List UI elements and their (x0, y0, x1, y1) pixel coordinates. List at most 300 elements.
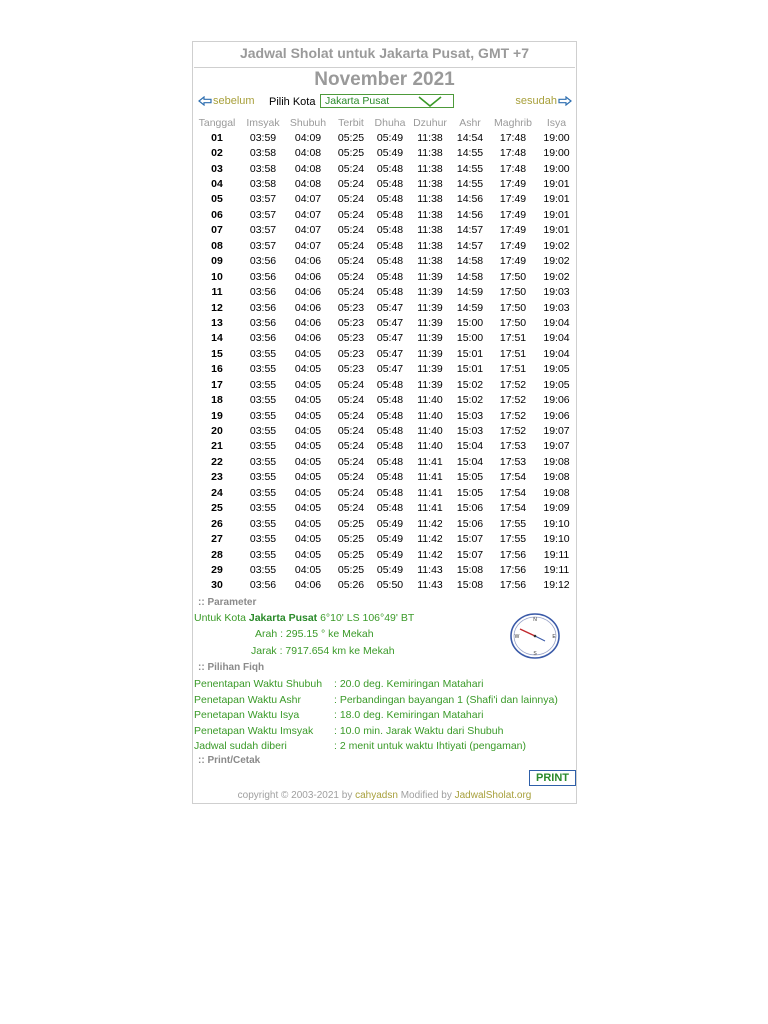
time-cell: 04:05 (294, 347, 322, 360)
time-cell: 04:05 (294, 440, 322, 453)
time-cell: 19:01 (543, 193, 570, 206)
time-cell: 05:24 (337, 378, 365, 391)
time-cell: 19:05 (543, 363, 570, 376)
time-cell: 11:40 (417, 425, 443, 438)
table-row (193, 300, 576, 315)
time-cell: 03:55 (249, 425, 277, 438)
column-header: Maghrib (494, 116, 532, 129)
time-cell: 14:56 (456, 193, 484, 206)
time-cell: 05:25 (337, 147, 365, 160)
time-cell: 05:23 (337, 301, 365, 314)
city-select-value: Jakarta Pusat (325, 95, 390, 107)
time-cell: 11:42 (417, 548, 443, 561)
time-cell: 17:49 (499, 239, 527, 252)
time-cell: 11:41 (417, 471, 443, 484)
date-cell: 23 (211, 471, 223, 484)
time-cell: 11:42 (417, 533, 443, 546)
copyright-text: copyright © 2003-2021 by (237, 790, 353, 801)
time-cell: 11:38 (417, 208, 443, 221)
time-cell: 19:02 (543, 239, 570, 252)
time-cell: 05:24 (337, 178, 365, 191)
time-cell: 03:57 (249, 239, 277, 252)
time-cell: 04:08 (294, 147, 322, 160)
fiqh-option-key: Penetapan Waktu Imsyak (194, 724, 314, 737)
time-cell: 15:04 (456, 455, 484, 468)
time-cell: 17:48 (499, 147, 527, 160)
time-cell: 17:55 (499, 517, 527, 530)
time-cell: 05:48 (376, 224, 404, 237)
time-cell: 14:55 (456, 162, 484, 175)
time-cell: 03:55 (249, 440, 277, 453)
table-row (193, 207, 576, 222)
time-cell: 05:24 (337, 193, 365, 206)
table-row (193, 454, 576, 469)
fiqh-option-key: Penentapan Waktu Shubuh (194, 678, 323, 690)
time-cell: 05:25 (337, 563, 365, 576)
date-cell: 14 (211, 332, 223, 345)
time-cell: 03:55 (249, 471, 277, 484)
date-cell: 04 (211, 178, 223, 191)
time-cell: 14:57 (456, 239, 484, 252)
time-cell: 15:07 (456, 533, 484, 546)
column-header: Terbit (338, 116, 364, 129)
date-cell: 30 (211, 579, 223, 592)
time-cell: 05:48 (376, 409, 404, 422)
time-cell: 11:43 (417, 579, 443, 592)
arrow-left-icon (198, 96, 212, 106)
date-cell: 11 (211, 286, 223, 299)
time-cell: 05:48 (376, 486, 404, 499)
time-cell: 11:39 (417, 286, 443, 299)
table-row (193, 547, 576, 562)
time-cell: 05:24 (337, 486, 365, 499)
time-cell: 17:52 (499, 425, 527, 438)
svg-text:N: N (533, 617, 537, 623)
fiqh-option-value: : 18.0 deg. Kemiringan Matahari (334, 709, 484, 721)
date-cell: 03 (211, 162, 223, 175)
time-cell: 17:51 (499, 332, 527, 345)
time-cell: 19:01 (543, 178, 570, 191)
time-cell: 05:24 (337, 471, 365, 484)
time-cell: 11:39 (417, 363, 443, 376)
time-cell: 05:24 (337, 270, 365, 283)
table-row (193, 362, 576, 377)
table-row (193, 408, 576, 423)
column-header: Ashr (459, 116, 481, 129)
time-cell: 17:52 (499, 409, 527, 422)
time-cell: 11:39 (417, 270, 443, 283)
time-cell: 17:49 (499, 224, 527, 237)
time-cell: 05:48 (376, 502, 404, 515)
time-cell: 11:38 (417, 147, 443, 160)
qibla-compass-icon (509, 612, 561, 660)
time-cell: 14:55 (456, 178, 484, 191)
time-cell: 11:40 (417, 394, 443, 407)
time-cell: 05:24 (337, 255, 365, 268)
time-cell: 05:24 (337, 286, 365, 299)
time-cell: 05:49 (376, 517, 404, 530)
time-cell: 19:08 (543, 486, 570, 499)
date-cell: 26 (211, 517, 223, 530)
time-cell: 04:05 (294, 471, 322, 484)
time-cell: 17:50 (499, 286, 527, 299)
time-cell: 17:53 (499, 440, 527, 453)
table-row (193, 130, 576, 145)
time-cell: 03:57 (249, 208, 277, 221)
time-cell: 15:08 (456, 563, 484, 576)
arrow-right-icon (558, 96, 572, 106)
site-link[interactable]: JadwalSholat.org (454, 790, 532, 801)
city-prefix: Untuk Kota (194, 612, 246, 624)
city-name: Jakarta Pusat (248, 612, 318, 624)
time-cell: 03:58 (249, 147, 277, 160)
prev-month-label: sebelum (213, 95, 255, 107)
time-cell: 14:59 (456, 286, 484, 299)
table-row (193, 501, 576, 516)
time-cell: 04:05 (294, 363, 322, 376)
date-cell: 02 (211, 147, 223, 160)
time-cell: 04:05 (294, 502, 322, 515)
column-header: Imsyak (246, 116, 280, 129)
time-cell: 11:39 (417, 301, 443, 314)
time-cell: 14:56 (456, 208, 484, 221)
column-header: Tanggal (198, 116, 236, 129)
table-header-row (193, 115, 576, 130)
time-cell: 04:06 (294, 301, 322, 314)
date-cell: 16 (211, 363, 223, 376)
time-cell: 19:08 (543, 471, 570, 484)
time-cell: 14:58 (456, 270, 484, 283)
time-cell: 04:06 (294, 579, 322, 592)
date-cell: 28 (211, 548, 223, 561)
table-row (193, 192, 576, 207)
table-row (193, 254, 576, 269)
time-cell: 19:08 (543, 455, 570, 468)
time-cell: 17:52 (499, 378, 527, 391)
time-cell: 05:23 (337, 332, 365, 345)
date-cell: 21 (211, 440, 223, 453)
date-cell: 22 (211, 455, 223, 468)
time-cell: 17:53 (499, 455, 527, 468)
time-cell: 03:55 (249, 502, 277, 515)
time-cell: 11:41 (417, 486, 443, 499)
navigation-row (193, 95, 576, 111)
month-title: November 2021 (314, 69, 455, 90)
time-cell: 19:00 (543, 162, 570, 175)
time-cell: 17:52 (499, 394, 527, 407)
time-cell: 14:55 (456, 147, 484, 160)
modified-text: Modified by (400, 790, 452, 801)
time-cell: 03:55 (249, 533, 277, 546)
time-cell: 05:25 (337, 131, 365, 144)
table-row (193, 578, 576, 593)
time-cell: 19:10 (543, 517, 570, 530)
date-cell: 27 (211, 533, 223, 546)
time-cell: 15:05 (456, 471, 484, 484)
time-cell: 05:47 (376, 347, 404, 360)
date-cell: 29 (211, 563, 223, 576)
time-cell: 15:02 (456, 394, 484, 407)
schedule-panel (192, 41, 577, 804)
time-cell: 19:00 (543, 147, 570, 160)
svg-text:S: S (533, 651, 537, 657)
date-cell: 17 (211, 378, 223, 391)
table-row (193, 485, 576, 500)
time-cell: 05:23 (337, 363, 365, 376)
time-cell: 19:02 (543, 270, 570, 283)
time-cell: 03:55 (249, 486, 277, 499)
time-cell: 05:24 (337, 208, 365, 221)
time-cell: 19:02 (543, 255, 570, 268)
svg-text:E: E (552, 634, 556, 640)
table-row (193, 392, 576, 407)
table-row (193, 531, 576, 546)
time-cell: 04:07 (294, 193, 322, 206)
column-header: Isya (546, 116, 567, 129)
time-cell: 04:06 (294, 255, 322, 268)
time-cell: 17:48 (499, 162, 527, 175)
time-cell: 03:55 (249, 409, 277, 422)
time-cell: 03:56 (249, 301, 277, 314)
time-cell: 14:58 (456, 255, 484, 268)
time-cell: 04:05 (294, 409, 322, 422)
time-cell: 17:55 (499, 533, 527, 546)
time-cell: 05:49 (376, 147, 404, 160)
time-cell: 15:04 (456, 440, 484, 453)
date-cell: 24 (211, 486, 223, 499)
time-cell: 19:04 (543, 332, 570, 345)
time-cell: 17:51 (499, 363, 527, 376)
table-row (193, 284, 576, 299)
time-cell: 11:38 (417, 162, 443, 175)
time-cell: 11:40 (417, 409, 443, 422)
next-month-link[interactable] (515, 95, 572, 107)
time-cell: 15:00 (456, 332, 484, 345)
time-cell: 11:39 (417, 378, 443, 391)
time-cell: 04:05 (294, 425, 322, 438)
qibla-direction: Arah : 295.15 ° ke Mekah (255, 628, 374, 640)
time-cell: 04:05 (294, 548, 322, 561)
time-cell: 05:48 (376, 208, 404, 221)
fiqh-option-value: : 10.0 min. Jarak Waktu dari Shubuh (334, 724, 504, 737)
time-cell: 19:03 (543, 301, 570, 314)
time-cell: 05:48 (376, 378, 404, 391)
time-cell: 05:26 (337, 579, 365, 592)
time-cell: 11:39 (417, 332, 443, 345)
time-cell: 15:03 (456, 425, 484, 438)
time-cell: 11:40 (417, 440, 443, 453)
time-cell: 05:25 (337, 548, 365, 561)
city-select[interactable] (320, 94, 454, 108)
author-link[interactable]: cahyadsn (355, 790, 398, 801)
time-cell: 03:55 (249, 548, 277, 561)
time-cell: 04:05 (294, 486, 322, 499)
date-cell: 13 (211, 316, 223, 329)
time-cell: 05:48 (376, 178, 404, 191)
time-cell: 05:24 (337, 394, 365, 407)
date-cell: 12 (211, 301, 223, 314)
print-section-title: :: Print/Cetak (198, 755, 261, 766)
time-cell: 15:07 (456, 548, 484, 561)
time-cell: 04:09 (294, 131, 322, 144)
time-cell: 11:38 (417, 255, 443, 268)
time-cell: 14:57 (456, 224, 484, 237)
time-cell: 04:08 (294, 162, 322, 175)
fiqh-option-value: : 20.0 deg. Kemiringan Matahari (334, 678, 484, 690)
time-cell: 11:38 (417, 178, 443, 191)
time-cell: 15:01 (456, 363, 484, 376)
table-row (193, 331, 576, 346)
time-cell: 15:08 (456, 579, 484, 592)
time-cell: 19:00 (543, 131, 570, 144)
time-cell: 04:07 (294, 239, 322, 252)
table-row (193, 269, 576, 284)
time-cell: 05:47 (376, 332, 404, 345)
time-cell: 17:51 (499, 347, 527, 360)
time-cell: 17:54 (499, 486, 527, 499)
city-coordinates: 6°10' LS 106°49' BT (320, 612, 415, 624)
time-cell: 19:05 (543, 378, 570, 391)
table-row (193, 562, 576, 577)
date-cell: 18 (211, 394, 223, 407)
time-cell: 05:48 (376, 440, 404, 453)
time-cell: 15:02 (456, 378, 484, 391)
fiqh-option-key: Jadwal sudah diberi (194, 740, 287, 752)
time-cell: 17:49 (499, 178, 527, 191)
time-cell: 17:48 (499, 131, 527, 144)
prayer-schedule-table (193, 115, 576, 593)
date-cell: 09 (211, 255, 223, 268)
table-row (193, 470, 576, 485)
print-button[interactable]: PRINT (529, 770, 576, 786)
parameter-section-title: :: Parameter (198, 597, 257, 608)
time-cell: 19:10 (543, 533, 570, 546)
time-cell: 19:01 (543, 208, 570, 221)
time-cell: 04:05 (294, 563, 322, 576)
next-month-label: sesudah (515, 95, 557, 107)
time-cell: 05:49 (376, 563, 404, 576)
time-cell: 04:07 (294, 224, 322, 237)
time-cell: 05:47 (376, 301, 404, 314)
time-cell: 19:12 (543, 579, 570, 592)
time-cell: 03:56 (249, 270, 277, 283)
time-cell: 03:56 (249, 316, 277, 329)
date-cell: 07 (211, 224, 223, 237)
time-cell: 05:23 (337, 347, 365, 360)
time-cell: 17:49 (499, 193, 527, 206)
time-cell: 03:55 (249, 347, 277, 360)
prev-month-link[interactable] (198, 95, 255, 107)
time-cell: 17:49 (499, 255, 527, 268)
time-cell: 11:38 (417, 239, 443, 252)
time-cell: 05:23 (337, 316, 365, 329)
fiqh-option-key: Penetapan Waktu Ashr (194, 693, 302, 706)
time-cell: 15:01 (456, 347, 484, 360)
time-cell: 04:08 (294, 178, 322, 191)
time-cell: 05:24 (337, 239, 365, 252)
time-cell: 11:41 (417, 455, 443, 468)
time-cell: 03:56 (249, 255, 277, 268)
time-cell: 11:39 (417, 347, 443, 360)
time-cell: 05:48 (376, 286, 404, 299)
column-header: Dhuha (374, 116, 406, 129)
time-cell: 19:03 (543, 286, 570, 299)
time-cell: 05:24 (337, 425, 365, 438)
time-cell: 19:06 (543, 409, 570, 422)
time-cell: 17:50 (499, 270, 527, 283)
chevron-down-icon (417, 96, 443, 107)
time-cell: 05:48 (376, 425, 404, 438)
time-cell: 03:56 (249, 579, 277, 592)
time-cell: 05:24 (337, 455, 365, 468)
time-cell: 05:49 (376, 131, 404, 144)
divider (194, 67, 575, 68)
date-cell: 15 (211, 347, 223, 360)
time-cell: 05:48 (376, 162, 404, 175)
time-cell: 03:57 (249, 193, 277, 206)
time-cell: 03:58 (249, 178, 277, 191)
time-cell: 11:39 (417, 316, 443, 329)
time-cell: 05:48 (376, 394, 404, 407)
table-row (193, 439, 576, 454)
time-cell: 05:47 (376, 363, 404, 376)
time-cell: 05:50 (376, 579, 404, 592)
table-row (193, 145, 576, 160)
time-cell: 17:54 (499, 471, 527, 484)
time-cell: 19:06 (543, 394, 570, 407)
time-cell: 19:11 (543, 563, 570, 576)
time-cell: 05:48 (376, 270, 404, 283)
time-cell: 03:56 (249, 286, 277, 299)
table-row (193, 423, 576, 438)
date-cell: 10 (211, 270, 223, 283)
time-cell: 04:05 (294, 378, 322, 391)
date-cell: 05 (211, 193, 223, 206)
time-cell: 03:55 (249, 563, 277, 576)
time-cell: 05:24 (337, 224, 365, 237)
date-cell: 01 (211, 131, 223, 144)
time-cell: 15:06 (456, 517, 484, 530)
date-cell: 25 (211, 502, 223, 515)
time-cell: 05:24 (337, 162, 365, 175)
time-cell: 03:55 (249, 394, 277, 407)
mecca-distance: Jarak : 7917.654 km ke Mekah (251, 645, 395, 657)
time-cell: 15:00 (456, 316, 484, 329)
date-cell: 08 (211, 239, 223, 252)
time-cell: 03:55 (249, 378, 277, 391)
time-cell: 03:57 (249, 224, 277, 237)
time-cell: 03:55 (249, 517, 277, 530)
time-cell: 11:38 (417, 131, 443, 144)
time-cell: 04:06 (294, 316, 322, 329)
time-cell: 03:56 (249, 332, 277, 345)
time-cell: 17:56 (499, 563, 527, 576)
table-row (193, 238, 576, 253)
time-cell: 14:54 (456, 131, 484, 144)
time-cell: 19:11 (543, 548, 570, 561)
fiqh-option-key: Penetapan Waktu Isya (194, 709, 300, 721)
fiqh-option-value: : 2 menit untuk waktu Ihtiyati (pengaman) (334, 740, 527, 752)
time-cell: 17:56 (499, 548, 527, 561)
time-cell: 05:25 (337, 517, 365, 530)
time-cell: 04:05 (294, 533, 322, 546)
time-cell: 17:50 (499, 316, 527, 329)
time-cell: 03:55 (249, 363, 277, 376)
time-cell: 05:24 (337, 409, 365, 422)
time-cell: 15:05 (456, 486, 484, 499)
time-cell: 11:42 (417, 517, 443, 530)
fiqh-option-value: : Perbandingan bayangan 1 (Shafi'i dan lainnya) (334, 693, 558, 706)
